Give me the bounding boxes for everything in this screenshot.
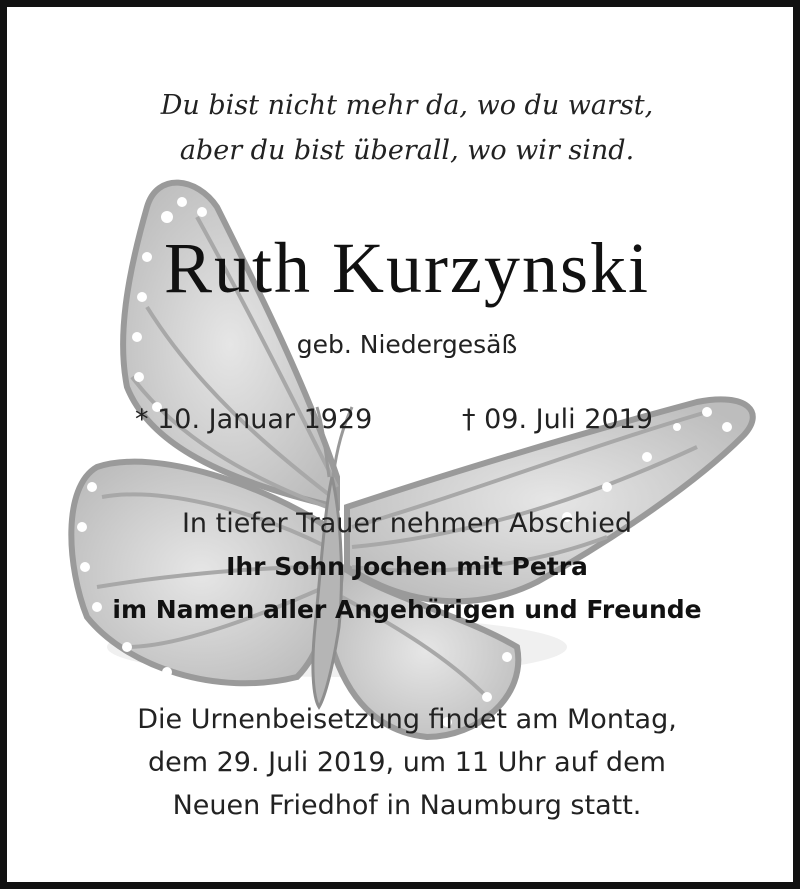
- death-date: † 09. Juli 2019: [462, 404, 653, 435]
- notice-text: [7, 7, 800, 889]
- quote-line-1: Du bist nicht mehr da, wo du warst,: [160, 90, 654, 121]
- mourners-line-1: Ihr Sohn Jochen mit Petra: [226, 552, 588, 581]
- mourners-intro: In tiefer Trauer nehmen Abschied: [181, 508, 633, 539]
- ceremony-line-3: Neuen Friedhof in Naumburg statt.: [172, 790, 642, 821]
- quote-line-2: aber du bist überall, wo wir sind.: [179, 135, 635, 166]
- life-dates: [7, 404, 800, 444]
- ceremony-line-1: Die Urnenbeisetzung findet am Montag,: [137, 704, 677, 735]
- birth-date: * 10. Januar 1929: [135, 404, 373, 435]
- ceremony-line-2: dem 29. Juli 2019, um 11 Uhr auf dem: [148, 747, 666, 778]
- deceased-name: Ruth Kurzynski: [164, 228, 650, 308]
- mourners-line-2: im Namen aller Angehörigen und Freunde: [112, 595, 702, 624]
- maiden-name: geb. Niedergesäß: [296, 330, 518, 359]
